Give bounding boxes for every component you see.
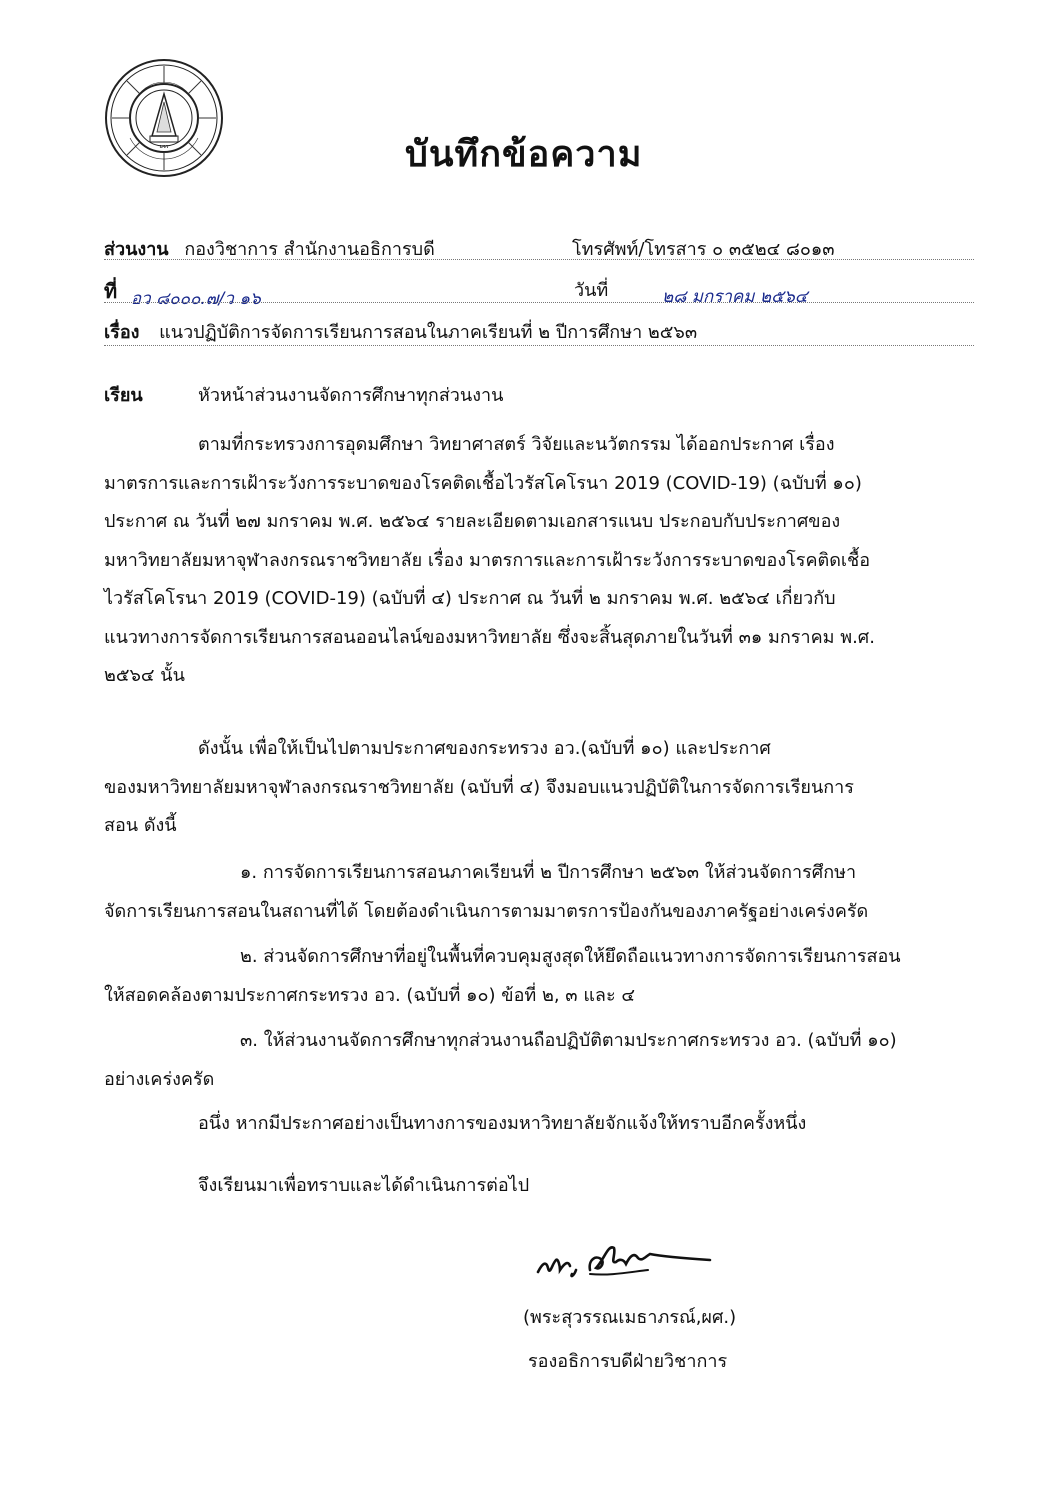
paragraph-line: สอน ดังนี้ bbox=[104, 815, 177, 836]
paragraph-line: ประกาศ ณ วันที่ ๒๗ มกราคม พ.ศ. ๒๕๖๔ รายละเอียดตามเอกสารแนบ ประกอบกับประกาศของ bbox=[104, 511, 841, 532]
divider bbox=[104, 345, 974, 346]
subject-row bbox=[104, 317, 974, 345]
item-1 bbox=[104, 854, 959, 931]
seal-center-text: มจร bbox=[159, 144, 169, 150]
paragraph-line: แนวทางการจัดการเรียนการสอนออนไลน์ของมหาวิทยาลัย ซึ่งจะสิ้นสุดภายในวันที่ ๓๑ มกราคม พ.ศ. bbox=[104, 626, 875, 648]
paragraph-1 bbox=[104, 426, 959, 696]
phone-fax: โทรศัพท์/โทรสาร ๐ ๓๕๒๔ ๘๐๑๓ bbox=[572, 239, 835, 260]
signatory-name: (พระสุวรรณเมธาภรณ์,ผศ.) bbox=[523, 1307, 737, 1328]
department-row bbox=[104, 234, 974, 262]
closing-text: จึงเรียนมาเพื่อทราบและได้ดำเนินการต่อไป bbox=[198, 1175, 530, 1196]
item-2 bbox=[104, 938, 959, 1015]
paragraph-line: มาตรการและการเฝ้าระวังการระบาดของโรคติดเชื้อไวรัสโคโรนา 2019 (COVID-19) (ฉบับที่ ๑๐) bbox=[104, 472, 862, 494]
item-line: ๓. ให้ส่วนงานจัดการศึกษาทุกส่วนงานถือปฏิบัติตามประกาศกระทรวง อว. (ฉบับที่ ๑๐) bbox=[240, 1030, 897, 1051]
paragraph-line: ไวรัสโคโรนา 2019 (COVID-19) (ฉบับที่ ๔) ประกาศ ณ วันที่ ๒ มกราคม พ.ศ. ๒๕๖๔ เกี่ยวกับ bbox=[104, 588, 836, 609]
signature-image bbox=[530, 1230, 730, 1290]
date-value: ๒๘ มกราคม ๒๕๖๔ bbox=[662, 287, 808, 307]
department-value: กองวิชาการ สำนักงานอธิการบดี bbox=[184, 239, 435, 260]
paragraph-line: ของมหาวิทยาลัยมหาจุฬาลงกรณราชวิทยาลัย (ฉบับที่ ๔) จึงมอบแนวปฏิบัติในการจัดการเรียนการ bbox=[104, 776, 854, 798]
reference-row bbox=[104, 275, 974, 309]
item-line: ๑. การจัดการเรียนการสอนภาคเรียนที่ ๒ ปีการศึกษา ๒๕๖๓ ให้ส่วนจัดการศึกษา bbox=[240, 862, 857, 883]
item-line: จัดการเรียนการสอนในสถานที่ได้ โดยต้องดำเนินการตามมาตรการป้องกันของภาครัฐอย่างเคร่งครัด bbox=[104, 900, 869, 922]
paragraph-line: ๒๕๖๔ นั้น bbox=[104, 665, 185, 686]
to-value: หัวหน้าส่วนงานจัดการศึกษาทุกส่วนงาน bbox=[198, 385, 504, 406]
reference-number: อว ๘๐๐๐.๗/ว ๑๖ bbox=[130, 289, 261, 309]
item-line: อย่างเคร่งครัด bbox=[104, 1068, 215, 1090]
department-label: ส่วนงาน bbox=[104, 239, 169, 260]
divider bbox=[104, 259, 974, 260]
reference-label: ที่ bbox=[104, 279, 118, 303]
university-seal-logo bbox=[104, 58, 224, 178]
item-3 bbox=[104, 1022, 959, 1099]
to-label: เรียน bbox=[104, 385, 143, 406]
paragraph-line: ตามที่กระทรวงการอุดมศึกษา วิทยาศาสตร์ วิจัยและนวัตกรรม ได้ออกประกาศ เรื่อง bbox=[198, 434, 835, 455]
paragraph-2 bbox=[104, 730, 959, 846]
item-line: ให้สอดคล้องตามประกาศกระทรวง อว. (ฉบับที่ ๑๐) ข้อที่ ๒, ๓ และ ๔ bbox=[104, 984, 635, 1006]
paragraph-line: มหาวิทยาลัยมหาจุฬาลงกรณราชวิทยาลัย เรื่อง มาตรการและการเฝ้าระวังการระบาดของโรคติดเชื้อ bbox=[104, 549, 871, 571]
memo-title: บันทึกข้อความ bbox=[405, 134, 643, 175]
signatory-position: รองอธิการบดีฝ่ายวิชาการ bbox=[528, 1351, 728, 1372]
note-text: อนึ่ง หากมีประกาศอย่างเป็นทางการของมหาวิทยาลัยจักแจ้งให้ทราบอีกครั้งหนึ่ง bbox=[198, 1113, 807, 1134]
date-label: วันที่ bbox=[574, 280, 609, 301]
divider bbox=[104, 302, 974, 303]
item-line: ๒. ส่วนจัดการศึกษาที่อยู่ในพื้นที่ควบคุมสูงสุดให้ยึดถือแนวทางการจัดการเรียนการสอน bbox=[240, 946, 901, 967]
paragraph-line: ดังนั้น เพื่อให้เป็นไปตามประกาศของกระทรวง อว.(ฉบับที่ ๑๐) และประกาศ bbox=[198, 738, 771, 759]
subject-value: แนวปฏิบัติการจัดการเรียนการสอนในภาคเรียนที่ ๒ ปีการศึกษา ๒๕๖๓ bbox=[159, 322, 698, 343]
subject-label: เรื่อง bbox=[104, 322, 140, 343]
